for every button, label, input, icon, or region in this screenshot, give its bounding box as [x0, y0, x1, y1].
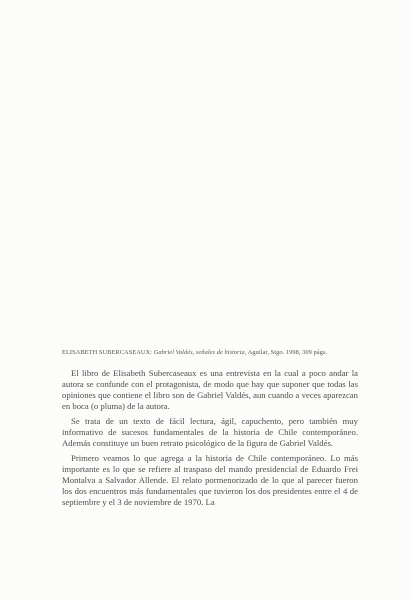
paragraph: Se trata de un texto de fácil lectura, ágil, capuchento, pero también muy informativo de sucesos fundamentales de la historia de Chile contemporáneo. Además constituye un buen retrato psicológico de la figura de Gabriel Valdés.: [62, 416, 358, 448]
reference-title: Gabriel Valdés, señales de historia,: [153, 349, 247, 356]
paragraph: Primero veamos lo que agrega a la historia de Chile contemporáneo. Lo más importante es lo que se refiere al traspaso del mando presidencial de Eduardo Frei Montalva a Salvador Allende. El relato pormenorizado de lo que al parecer fueron los dos encuentros más fundamentales que tuvieron los dos presidentes entre el 4 de septiembre y el 3 de noviembre de 1970. La: [62, 453, 358, 507]
reference-author: ELISABETH SUBERCASEAUX:: [62, 349, 153, 356]
bibliographic-reference: [62, 349, 362, 356]
reference-publisher: Aguilar, Stgo. 1998, 309 págs.: [247, 349, 328, 356]
paragraph: El libro de Elisabeth Subercaseaux es una entrevista en la cual a poco andar la autora se confunde con el protagonista, de modo que hay que suponer que todas las opiniones que contiene el libro son de Gabriel Valdés, aun cuando a veces aparezcan en boca (o pluma) de la autora.: [62, 368, 358, 411]
review-body: [62, 368, 358, 512]
